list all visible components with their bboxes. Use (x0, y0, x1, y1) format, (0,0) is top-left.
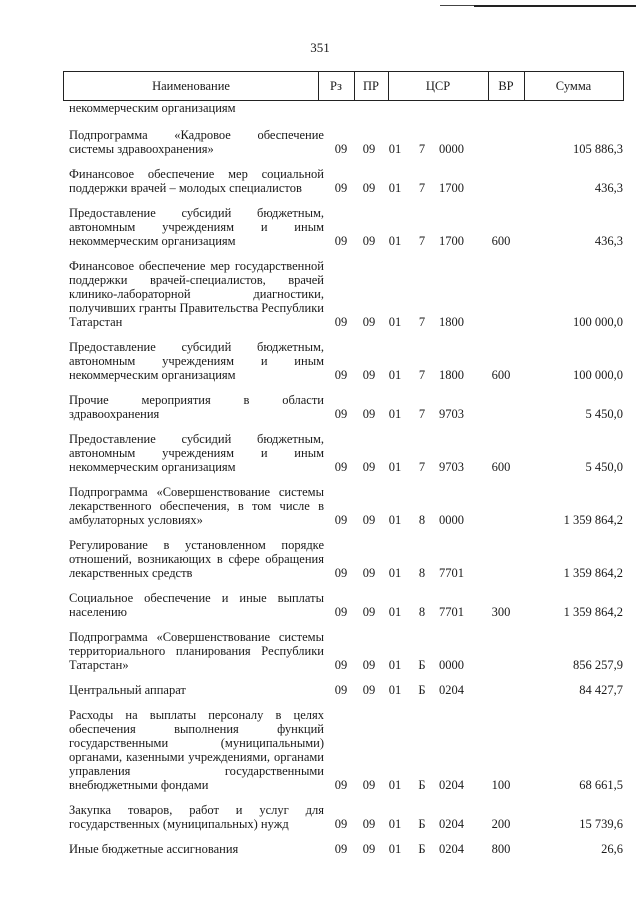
row-pr: 09 (362, 142, 376, 156)
row-csr-program: 01 (388, 513, 402, 527)
table-row (63, 708, 624, 792)
table-row (63, 591, 624, 619)
row-rz: 09 (334, 181, 348, 195)
row-sum: 15 739,6 (579, 817, 623, 831)
row-pr: 09 (362, 513, 376, 527)
row-csr-program: 01 (388, 181, 402, 195)
row-pr: 09 (362, 315, 376, 329)
row-pr: 09 (362, 658, 376, 672)
row-csr-subprogram: Б (418, 817, 426, 831)
row-csr-subprogram: 7 (418, 142, 426, 156)
row-vr: 200 (491, 817, 511, 831)
row-name: Подпрограмма «Совершенствование системы территориального планирования Республики Татарстан» (69, 630, 324, 672)
row-rz: 09 (334, 566, 348, 580)
row-vr: 600 (491, 234, 511, 248)
row-csr-subprogram: 7 (418, 460, 426, 474)
row-name: Социальное обеспечение и иные выплаты населению (69, 591, 324, 619)
row-rz: 09 (334, 368, 348, 382)
page-number: 351 (310, 40, 330, 55)
row-sum: 5 450,0 (585, 407, 623, 421)
row-sum: 105 886,3 (573, 142, 623, 156)
row-name: Центральный аппарат (69, 683, 186, 697)
row-pr: 09 (362, 460, 376, 474)
row-sum: 5 450,0 (585, 460, 623, 474)
row-csr-subprogram: 8 (418, 605, 426, 619)
row-pr: 09 (362, 181, 376, 195)
row-rz: 09 (334, 605, 348, 619)
row-name: Иные бюджетные ассигнования (69, 842, 239, 856)
row-csr-program: 01 (388, 817, 402, 831)
row-csr-code: 9703 (439, 460, 464, 474)
row-csr-subprogram: 7 (418, 368, 426, 382)
row-vr: 600 (491, 368, 511, 382)
row-sum: 26,6 (601, 842, 623, 856)
row-name: Расходы на выплаты персоналу в целях обеспечения выполнения функций государственными (муниципальными) органами, казенными учреждениями, органами управления государственными внебюджетными фондами (69, 708, 324, 792)
row-csr-code: 1700 (439, 234, 464, 248)
table-row (63, 803, 624, 831)
row-csr-code: 1800 (439, 368, 464, 382)
row-csr-code: 0000 (439, 658, 464, 672)
row-rz: 09 (334, 460, 348, 474)
row-sum: 436,3 (594, 234, 623, 248)
row-csr-subprogram: Б (418, 683, 426, 697)
row-vr: 800 (491, 842, 511, 856)
row-name: Подпрограмма «Совершенствование системы лекарственного обеспечения, в том числе в амбулаторных условиях» (69, 485, 324, 527)
row-pr: 09 (362, 683, 376, 697)
table-row (63, 630, 624, 672)
row-csr-program: 01 (388, 315, 402, 329)
row-csr-subprogram: 7 (418, 407, 426, 421)
row-csr-program: 01 (388, 842, 402, 856)
row-name: Финансовое обеспечение мер социальной поддержки врачей – молодых специалистов (69, 167, 324, 195)
row-rz: 09 (334, 234, 348, 248)
row-vr: 100 (491, 778, 511, 792)
row-csr-program: 01 (388, 142, 402, 156)
row-csr-program: 01 (388, 658, 402, 672)
row-pr: 09 (362, 566, 376, 580)
row-csr-program: 01 (388, 234, 402, 248)
row-pr: 09 (362, 842, 376, 856)
row-rz: 09 (334, 315, 348, 329)
row-vr: 300 (491, 605, 511, 619)
row-csr-code: 7701 (439, 566, 464, 580)
row-csr-subprogram: Б (418, 658, 426, 672)
row-csr-code: 1800 (439, 315, 464, 329)
row-csr-program: 01 (388, 460, 402, 474)
row-csr-subprogram: Б (418, 778, 426, 792)
row-name: Предоставление субсидий бюджетным, автономным учреждениям и иным некоммерческим организациям (69, 206, 324, 248)
row-name: Предоставление субсидий бюджетным, автономным учреждениям и иным некоммерческим организациям (69, 432, 324, 474)
row-rz: 09 (334, 778, 348, 792)
row-csr-subprogram: 8 (418, 566, 426, 580)
table-row (63, 167, 624, 195)
row-sum: 84 427,7 (579, 683, 623, 697)
table-row (63, 432, 624, 474)
row-csr-subprogram: 7 (418, 181, 426, 195)
header-sum: Сумма (555, 79, 592, 93)
row-name: Подпрограмма «Кадровое обеспечение системы здравоохранения» (69, 128, 324, 156)
row-pr: 09 (362, 605, 376, 619)
row-sum: 856 257,9 (573, 658, 623, 672)
row-csr-program: 01 (388, 407, 402, 421)
row-pr: 09 (362, 778, 376, 792)
row-pr: 09 (362, 234, 376, 248)
header-csr: ЦСР (388, 72, 489, 100)
row-name: Регулирование в установленном порядке отношений, возникающих в сфере обращения лекарственных средств (69, 538, 324, 580)
table-row (63, 206, 624, 248)
row-csr-code: 1700 (439, 181, 464, 195)
row-csr-code: 9703 (439, 407, 464, 421)
table-row (63, 683, 624, 697)
row-csr-subprogram: 7 (418, 315, 426, 329)
budget-table-body (63, 101, 624, 867)
table-row (63, 259, 624, 329)
row-name: некоммерческим организациям (69, 101, 236, 115)
table-row (63, 128, 624, 156)
row-rz: 09 (334, 817, 348, 831)
row-csr-program: 01 (388, 778, 402, 792)
row-csr-code: 0204 (439, 778, 464, 792)
row-rz: 09 (334, 658, 348, 672)
row-csr-program: 01 (388, 368, 402, 382)
row-rz: 09 (334, 407, 348, 421)
row-rz: 09 (334, 842, 348, 856)
row-csr-program: 01 (388, 605, 402, 619)
row-sum: 1 359 864,2 (563, 566, 623, 580)
row-csr-code: 0000 (439, 142, 464, 156)
header-name: Наименование (64, 72, 319, 100)
row-name: Закупка товаров, работ и услуг для государственных (муниципальных) нужд (69, 803, 324, 831)
header-vr: ВР (488, 72, 525, 100)
row-csr-subprogram: 8 (418, 513, 426, 527)
row-rz: 09 (334, 142, 348, 156)
row-pr: 09 (362, 817, 376, 831)
row-csr-code: 0204 (439, 817, 464, 831)
row-sum: 1 359 864,2 (563, 605, 623, 619)
row-csr-program: 01 (388, 566, 402, 580)
row-csr-subprogram: 7 (418, 234, 426, 248)
row-name: Предоставление субсидий бюджетным, автономным учреждениям и иным некоммерческим организациям (69, 340, 324, 382)
table-row (63, 340, 624, 382)
table-row (63, 538, 624, 580)
row-sum: 68 661,5 (579, 778, 623, 792)
table-header (63, 71, 624, 101)
row-csr-code: 0204 (439, 842, 464, 856)
row-pr: 09 (362, 407, 376, 421)
row-name: Финансовое обеспечение мер государственной поддержки врачей-специалистов, врачей клинико-лабораторной диагностики, получивших гранты Правительства Республики Татарстан (69, 259, 324, 329)
table-row (63, 101, 624, 115)
row-csr-subprogram: Б (418, 842, 426, 856)
row-csr-code: 7701 (439, 605, 464, 619)
table-row (63, 485, 624, 527)
row-rz: 09 (334, 683, 348, 697)
header-pr: ПР (354, 72, 389, 100)
table-row (63, 393, 624, 421)
header-rz: Рз (318, 72, 355, 100)
row-rz: 09 (334, 513, 348, 527)
row-csr-program: 01 (388, 683, 402, 697)
row-sum: 1 359 864,2 (563, 513, 623, 527)
table-row (63, 842, 624, 856)
top-rule (474, 5, 636, 7)
row-vr: 600 (491, 460, 511, 474)
row-name: Прочие мероприятия в области здравоохранения (69, 393, 324, 421)
row-csr-code: 0204 (439, 683, 464, 697)
row-csr-code: 0000 (439, 513, 464, 527)
row-pr: 09 (362, 368, 376, 382)
row-sum: 100 000,0 (573, 368, 623, 382)
row-sum: 436,3 (594, 181, 623, 195)
row-sum: 100 000,0 (573, 315, 623, 329)
